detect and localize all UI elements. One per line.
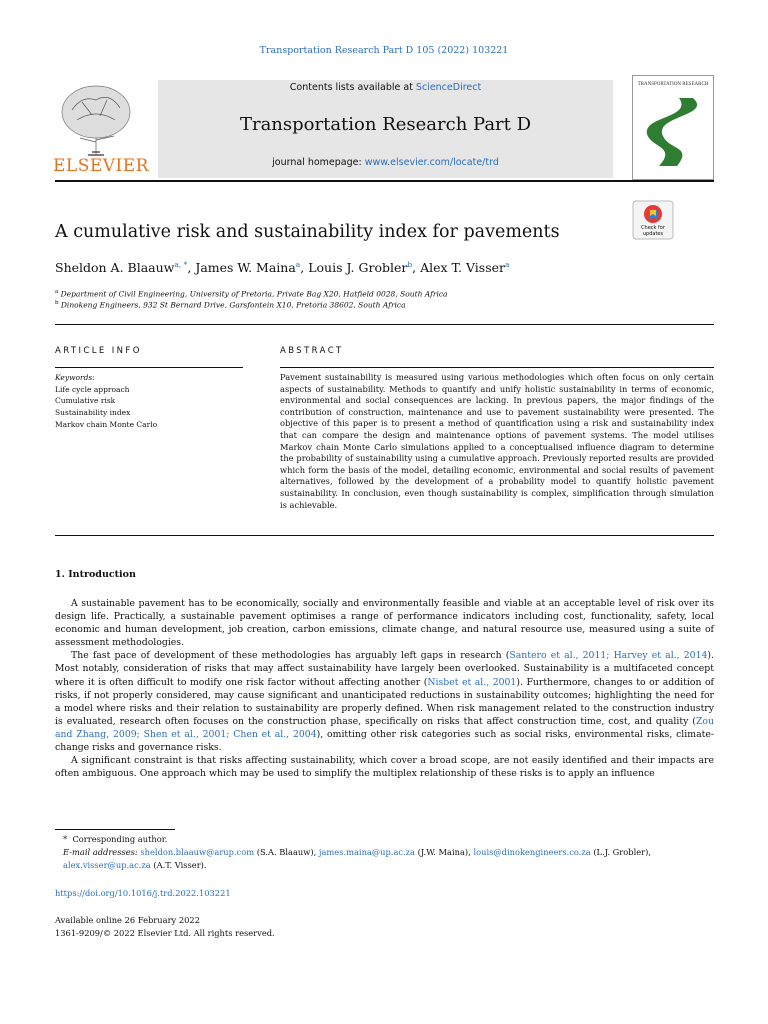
email-link[interactable]: louis@dinokengineers.co.za — [473, 847, 591, 857]
keyword-item: Life cycle approach — [55, 384, 130, 394]
citation-link[interactable]: Nisbet et al., 2001 — [427, 676, 517, 688]
email-owner: (L.J. Grobler), — [590, 847, 651, 857]
sciencedirect-link[interactable]: ScienceDirect — [415, 82, 482, 93]
paragraph-text: ), omitting other risk categories such as social risks, environmental risks, climate-change risks and governance risks. — [55, 728, 714, 754]
contents-line — [158, 82, 613, 93]
author-separator: , — [187, 260, 196, 276]
check-updates-label: Check for updates — [641, 225, 665, 237]
corresponding-author-note — [55, 833, 722, 846]
author-affil-mark[interactable]: a — [505, 260, 510, 269]
paragraph-text: ). Furthermore, changes to or addition of risks, if not properly considered, may cause significant and unanticipated reductions in sustainability outcomes; highlighting the need for a model where risks and their relation to sustainability are properly defined. When risk management related to the construction industry is evaluated, research often focuses on the construction phase, specifically on risks that affect construction time, cost, and quality ( — [55, 676, 714, 727]
keyword-item: Sustainability index — [55, 408, 131, 418]
journal-homepage — [158, 157, 613, 168]
check-for-updates-button[interactable] — [632, 200, 674, 240]
affiliation-text: Dinokeng Engineers, 932 St Bernard Drive, Garsfontein X10, Pretoria 38602, South Africa — [60, 300, 406, 310]
intro-body — [55, 597, 714, 780]
keywords-block — [55, 372, 157, 431]
email-owner: (S.A. Blaauw), — [254, 847, 319, 857]
author-name[interactable]: Sheldon A. Blaauw — [55, 260, 175, 276]
email-owner: (J.W. Maina), — [415, 847, 474, 857]
citation-link[interactable]: Zou and Zhang, 2009; Shen et al., 2001; Chen et al., 2004 — [55, 715, 714, 740]
abstract-heading: ABSTRACT — [280, 346, 344, 356]
affiliation-text: Department of Civil Engineering, University of Pretoria, Private Bag X20, Hatfield 0028, South Africa — [60, 289, 448, 299]
author-separator: , — [300, 260, 309, 276]
copyright: 1361-9209/© 2022 Elsevier Ltd. All rights reserved. — [55, 928, 275, 938]
affiliation — [55, 289, 448, 299]
email-link[interactable]: sheldon.blaauw@arup.com — [140, 847, 255, 857]
journal-cover[interactable] — [632, 75, 714, 180]
paragraph-text: The fast pace of development of these methodologies has arguably left gaps in research ( — [71, 650, 510, 662]
author-name[interactable]: Alex T. Visser — [420, 260, 506, 276]
email-label: E-mail addresses: — [63, 847, 138, 857]
asterisk: * — [63, 834, 68, 844]
section-rule — [55, 324, 714, 325]
intro-paragraph: A significant constraint is that risks affecting sustainability, which cover a broad scope, are not easily identified and their impacts are often ambiguous. One approach which may be used to simplify the multiplex relationship of these risks is to apply an influence — [55, 755, 714, 780]
article-info-rule — [55, 367, 243, 368]
author-list — [55, 260, 510, 275]
author-name[interactable]: James W. Maina — [195, 260, 296, 276]
cover-road-graphic — [633, 76, 713, 179]
abstract-rule — [280, 367, 714, 368]
author-name[interactable]: Louis J. Grobler — [308, 260, 408, 276]
affiliation — [55, 300, 406, 310]
citation-link[interactable]: Santero et al., 2011; Harvey et al., 2014 — [509, 650, 708, 662]
article-info-heading: ARTICLE INFO — [55, 346, 142, 356]
footnote-rule — [55, 829, 175, 830]
cover-title: TRANSPORTATION RESEARCH — [637, 82, 709, 87]
doi-link[interactable]: https://doi.org/10.1016/j.trd.2022.103221 — [55, 888, 231, 898]
email-link[interactable]: alex.visser@up.ac.za — [63, 859, 151, 870]
journal-title: Transportation Research Part D — [239, 114, 532, 135]
author-affil-mark[interactable]: b — [407, 260, 413, 269]
corresponding-text: Corresponding author. — [72, 834, 168, 844]
header-rule — [55, 180, 714, 182]
intro-paragraph — [55, 649, 714, 754]
homepage-prefix: journal homepage: — [272, 157, 365, 168]
email-owner: (A.T. Visser). — [150, 859, 207, 870]
paper-title: A cumulative risk and sustainability index for pavements — [55, 222, 560, 242]
homepage-link[interactable]: www.elsevier.com/locate/trd — [364, 157, 499, 168]
section-rule — [55, 535, 714, 536]
keyword-item: Cumulative risk — [55, 396, 116, 406]
email-addresses — [55, 846, 714, 871]
author-affil-mark[interactable]: a, * — [174, 260, 188, 269]
paragraph-text: ). Most notably, consideration of risks that may affect sustainability have largely been overlooked. Sustainability is a multifaceted concept where it is often difficult to modify one risk factor without affecting another ( — [55, 650, 714, 688]
author-separator: , — [412, 260, 421, 276]
keywords-label: Keywords: — [55, 373, 95, 382]
affiliation-mark: a — [55, 289, 59, 295]
intro-paragraph: A sustainable pavement has to be economically, socially and environmentally feasible and viable at an acceptable level of risk over its design life. Practically, a sustainable pavement optimises a range of performance indicators including cost, functionality, safety, local economic and human development, job creation, carbon emissions, climate change, and natural resource use, measured using a suite of assessment methodologies. — [55, 598, 714, 649]
email-link[interactable]: james.maina@up.ac.za — [318, 847, 415, 857]
section-heading-introduction: 1. Introduction — [55, 569, 136, 580]
affiliation-mark: b — [55, 300, 59, 306]
author-affil-mark[interactable]: a — [295, 260, 301, 269]
elsevier-wordmark: ELSEVIER — [53, 156, 149, 176]
available-online: Available online 26 February 2022 — [55, 915, 200, 925]
keyword-item: Markov chain Monte Carlo — [55, 419, 158, 429]
abstract-text: Pavement sustainability is measured using various methodologies which often focus on only certain aspects of sustainability. Methods to quantify and unify holistic sustainability in terms of economic, environmental and social consequences are lacking. In previous papers, the major findings of the contribution of construction, maintenance and use to pavement sustainability were presented. The objective of this paper is to present a method of quantification using a risk and sustainability index that can compare the design and maintenance options of pavement systems. The model utilises Markov chain Monte Carlo simulations applied to a conceptualised influence diagram to determine the probability of sustainability using a cumulative approach. Previously reported results are provided which form the basis of the model, detailing economic, environmental and social results of pavement alternatives, followed by the development of a probability model to quantify holistic pavement sustainability. In conclusion, even though sustainability is complex, simplification through simulation is achievable. — [280, 372, 714, 510]
contents-prefix: Contents lists available at — [289, 82, 416, 93]
running-head[interactable]: Transportation Research Part D 105 (2022) 103221 — [259, 45, 509, 56]
